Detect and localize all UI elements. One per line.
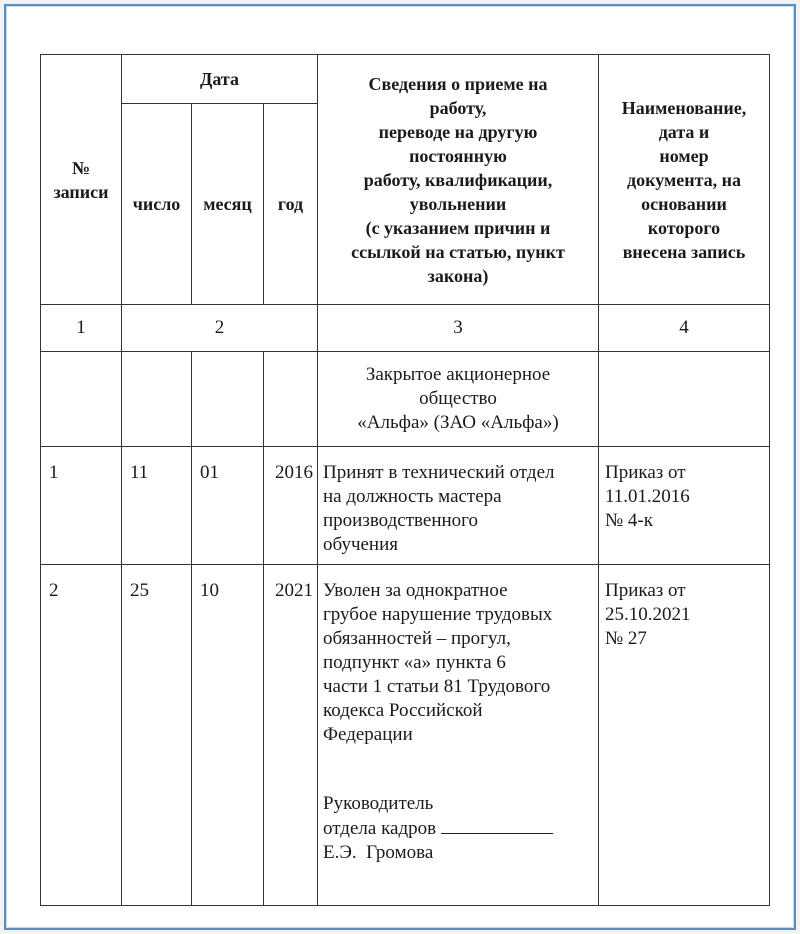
header-record-number-text: № записи	[53, 157, 109, 202]
header-year-text: год	[277, 194, 304, 214]
company-row-empty-doc	[599, 352, 770, 447]
entry-1-info: Принят в технический отдел на должность мастера производственного обучения	[318, 447, 599, 565]
header-record-number	[41, 55, 122, 305]
header-info-text: Сведения о приеме на работу, переводе на другую постоянную работу, квалификации, увольнении (с указанием причин и ссылкой на статью, пункт закона)	[351, 73, 565, 286]
header-date	[122, 55, 318, 104]
entry-2-document: Приказ от 25.10.2021 № 27	[599, 565, 770, 906]
document-frame	[4, 4, 796, 930]
signature-name: Е.Э. Громова	[323, 842, 434, 863]
entry-1-day: 11	[122, 447, 192, 565]
column-number-4: 4	[599, 305, 770, 352]
entry-1-number: 1	[41, 447, 122, 565]
entry-2-info: Уволен за однократное грубое нарушение трудовых обязанностей – прогул, подпункт «а» пункта 6 части 1 статьи 81 Трудового кодекса Российской Федерации	[323, 580, 553, 745]
entry-2-year: 2021	[264, 565, 318, 906]
header-month	[192, 104, 264, 305]
column-number-3: 3	[318, 305, 599, 352]
signature-title-2-line	[323, 816, 592, 841]
entry-1-document: Приказ от 11.01.2016 № 4-к	[599, 447, 770, 565]
header-document-text: Наименование, дата и номер документа, на основании которого внесена запись	[621, 97, 747, 262]
entry-1-month: 01	[192, 447, 264, 565]
signature-title-2: отдела кадров	[323, 818, 437, 839]
company-name-cell	[318, 352, 599, 447]
entry-2-info-cell	[318, 565, 599, 906]
signature-block	[323, 792, 592, 865]
table-row	[41, 447, 770, 565]
entry-2-day: 25	[122, 565, 192, 906]
entry-1-year: 2016	[264, 447, 318, 565]
entry-2-number: 2	[41, 565, 122, 906]
company-row-empty-no	[41, 352, 122, 447]
company-row-empty-month	[192, 352, 264, 447]
company-row-empty-day	[122, 352, 192, 447]
company-row-empty-year	[264, 352, 318, 447]
header-month-text: месяц	[203, 194, 252, 214]
signature-title-1: Руководитель	[323, 793, 434, 814]
company-name: Закрытое акционерное общество «Альфа» (ЗАО «Альфа»)	[357, 364, 559, 433]
column-number-1: 1	[41, 305, 122, 352]
header-info	[318, 55, 599, 305]
header-day	[122, 104, 192, 305]
column-number-2: 2	[122, 305, 318, 352]
table-row	[41, 565, 770, 906]
header-day-text: число	[132, 194, 181, 214]
signature-line	[441, 816, 553, 834]
header-year	[264, 104, 318, 305]
header-date-text: Дата	[200, 69, 239, 89]
entry-2-month: 10	[192, 565, 264, 906]
employment-record-table	[40, 54, 770, 906]
header-document	[599, 55, 770, 305]
